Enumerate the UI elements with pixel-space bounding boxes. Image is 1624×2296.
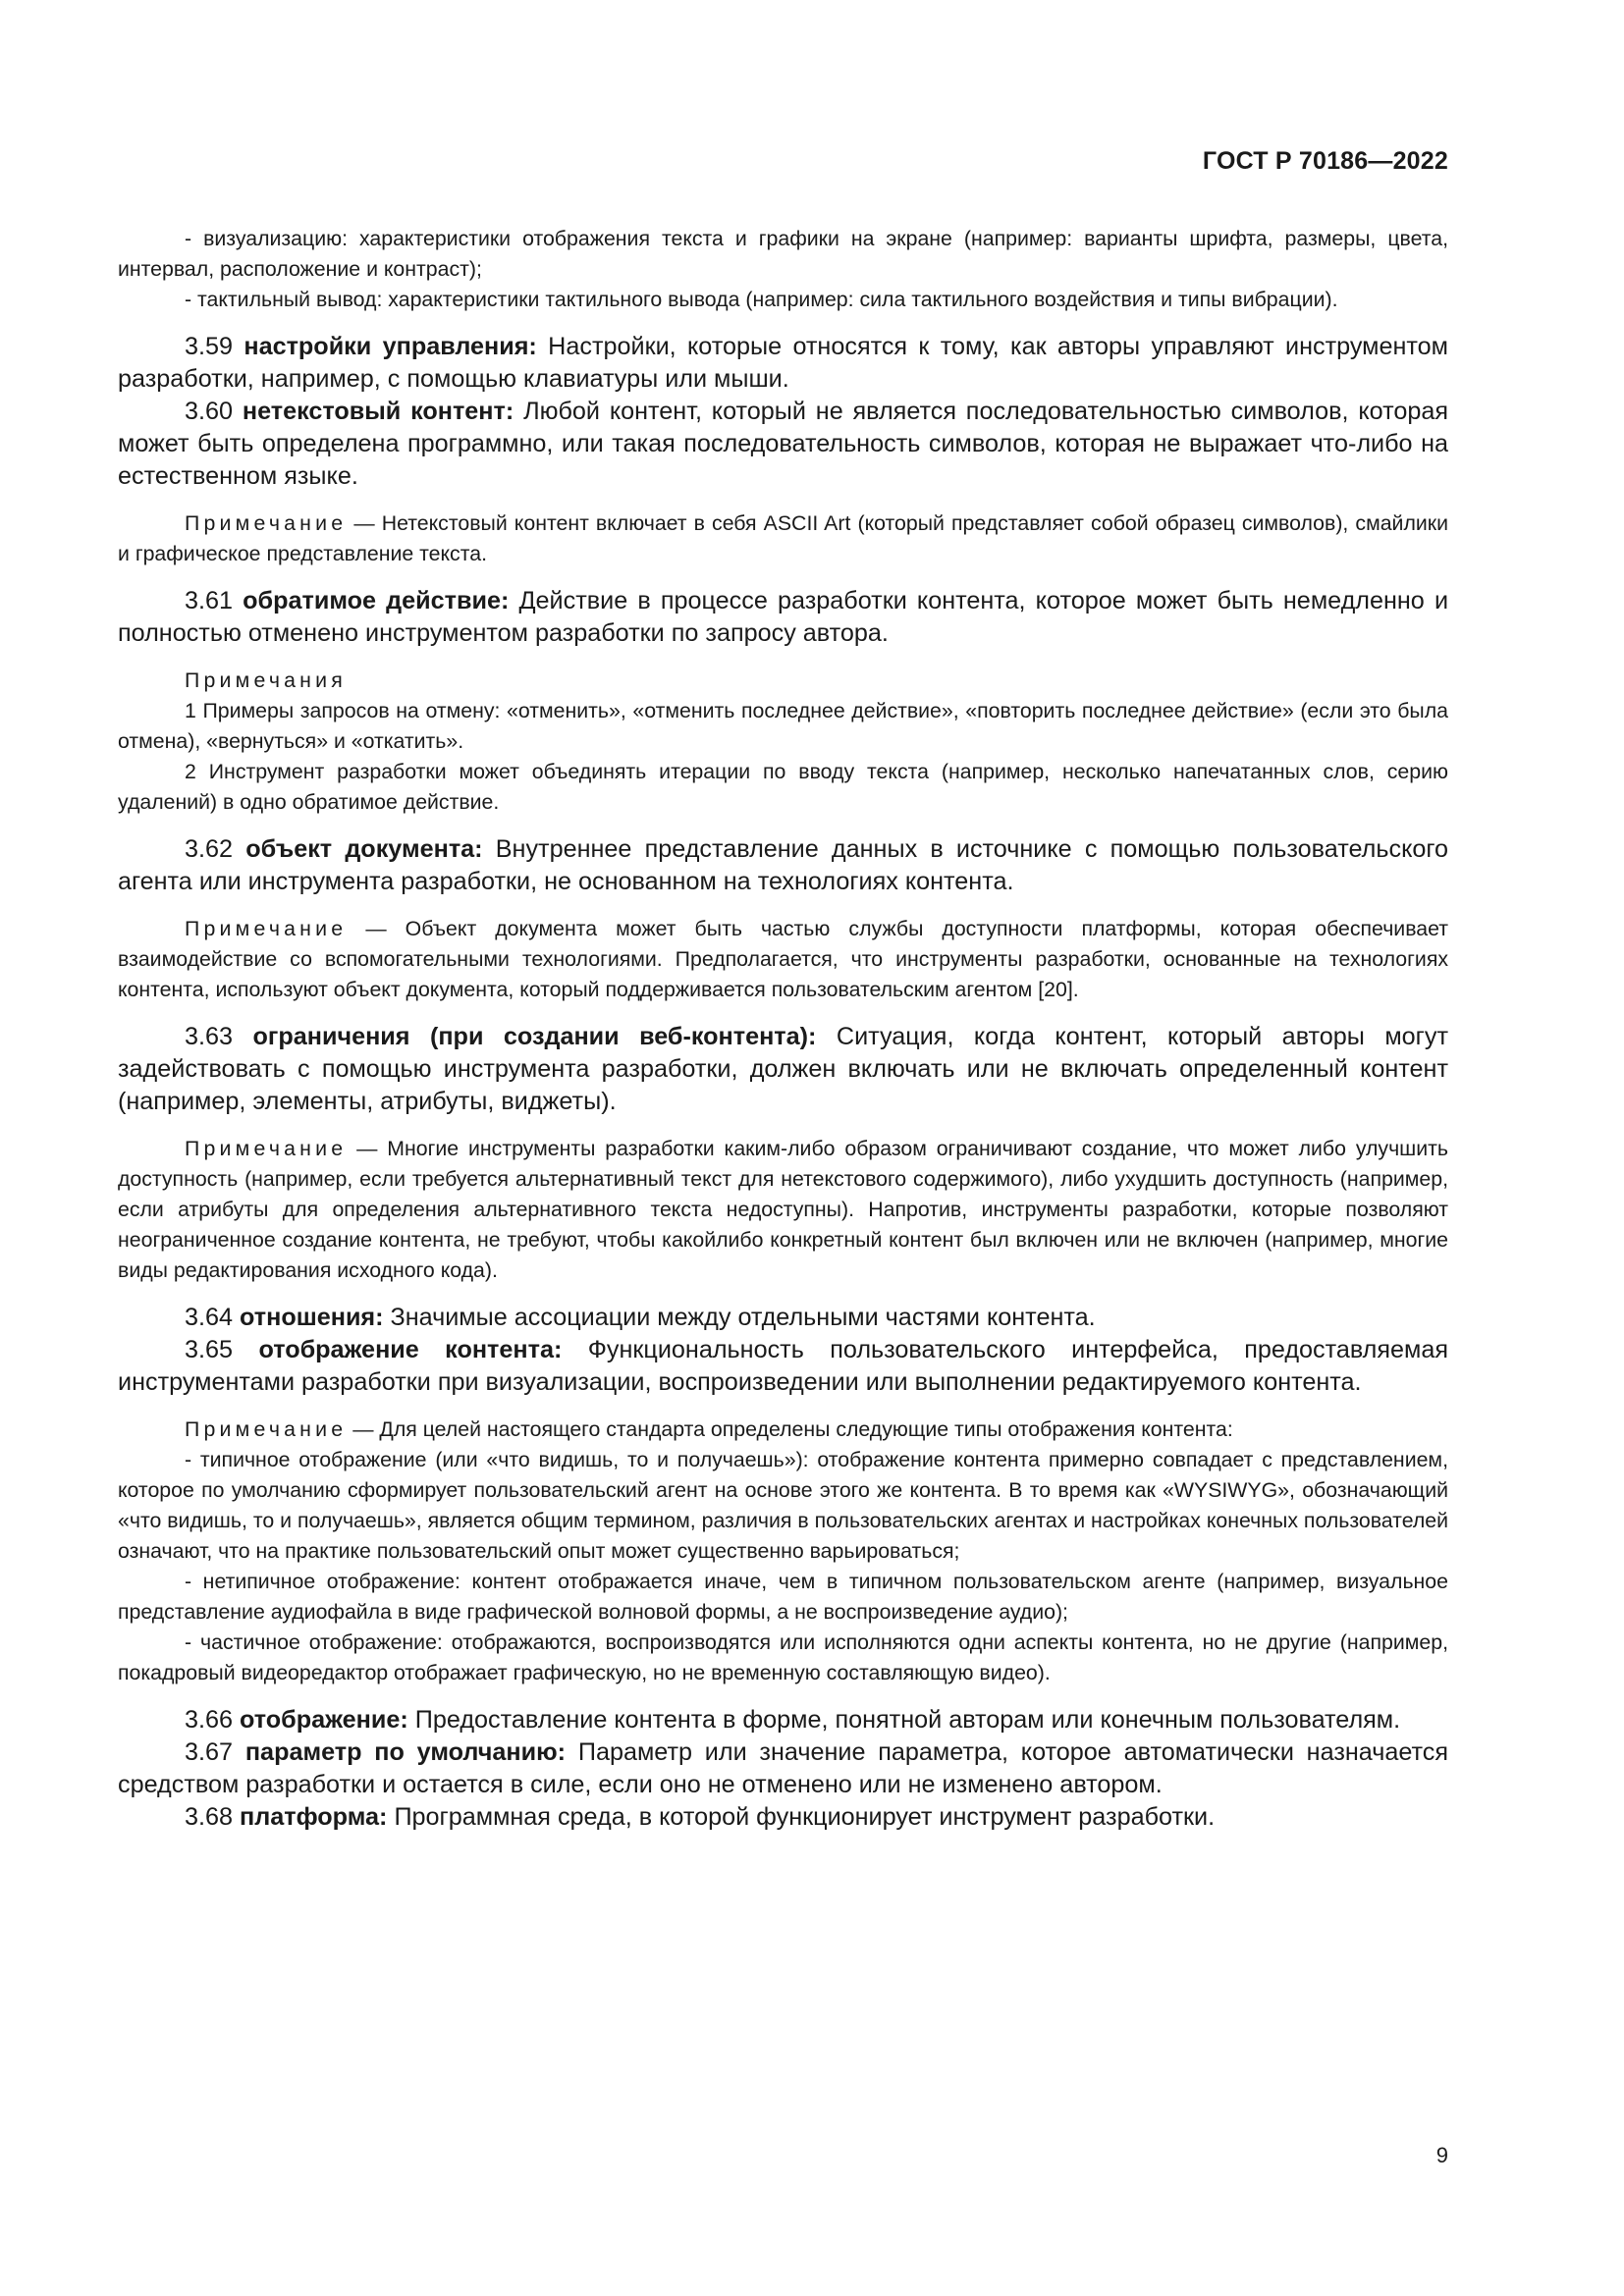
note-text: — Для целей настоящего стандарта определены следующие типы отображения контента: — [347, 1417, 1233, 1441]
definition-3-60 — [118, 396, 1448, 493]
definition-number: 3.68 — [185, 1803, 234, 1831]
definition-term: отображение контента: — [258, 1336, 563, 1363]
definition-number: 3.63 — [185, 1023, 234, 1050]
definition-3-64 — [118, 1302, 1448, 1334]
note-text: — Многие инструменты разработки каким-либо образом ограничивают создание, что может либо улучшить доступность (например, если требуется альтернативный текст для нетекстового содержимого), либо ухудшить доступность (например, если атрибуты для определения альтернативного текста недоступны). Напротив, инструменты разработки, которые позволяют неограниченное создание контента, не требуют, чтобы какойлибо конкретный контент был включен или не включен (например, многие виды редактирования исходного кода). — [118, 1137, 1448, 1282]
document-id: ГОСТ Р 70186—2022 — [1202, 147, 1448, 175]
note-item: 2 Инструмент разработки может объединять итерации по вводу текста (например, несколько напечатанных слов, серию удалений) в одно обратимое действие. — [118, 760, 1448, 814]
list-item: - визуализацию: характеристики отображения текста и графики на экране (например: варианты шрифта, размеры, цвета, интервал, расположение и контраст); — [118, 227, 1448, 281]
definition-number: 3.65 — [185, 1336, 234, 1363]
note-3-62 — [118, 914, 1448, 1005]
note-label: Примечание — [185, 917, 348, 940]
list-item: - тактильный вывод: характеристики тактильного вывода (например: сила тактильного воздействия и типы вибрации). — [185, 288, 1338, 311]
definition-number: 3.64 — [185, 1304, 234, 1331]
definition-3-65 — [118, 1334, 1448, 1399]
note-list-item: - частичное отображение: отображаются, воспроизводятся или исполняются одни аспекты контента, но не другие (например, покадровый видеоредактор отображает графическую, но не временную составляющую видео). — [118, 1630, 1448, 1684]
definition-number: 3.62 — [185, 835, 234, 863]
definition-3-66 — [118, 1704, 1448, 1736]
note-3-60 — [118, 508, 1448, 569]
definition-3-68 — [118, 1801, 1448, 1834]
note-list-item: - нетипичное отображение: контент отображается иначе, чем в типичном пользовательском агенте (например, визуальное представление аудиофайла в виде графической волновой формы, а не воспроизведение аудио); — [118, 1570, 1448, 1624]
definition-term: параметр по умолчанию: — [244, 1738, 567, 1766]
note-3-65 — [118, 1415, 1448, 1445]
note-text: — Объект документа может быть частью службы доступности платформы, которая обеспечивает взаимодействие со вспомогательными технологиями. Предполагается, что инструменты разработки, основанные на технологиях контента, используют объект документа, который поддерживается пользовательским агентом [20]. — [118, 917, 1448, 1001]
definition-term: ограничения (при создании веб-контента): — [252, 1023, 817, 1050]
note-label: Примечание — [185, 511, 348, 535]
page-content — [118, 224, 1448, 1834]
definition-3-63 — [118, 1021, 1448, 1118]
definition-number: 3.61 — [185, 587, 234, 614]
definition-number: 3.66 — [185, 1706, 234, 1734]
note-list-item: - типичное отображение (или «что видишь, то и получаешь»): отображение контента примерно совпадает с представлением, которое по умолчанию сформирует пользовательский агент на основе этого же контента. В то время как «WYSIWYG», обозначающий «что видишь, то и получаешь», является общим термином, различия в пользовательских агентах и настройках конечных пользователей означают, что на практике пользовательский опыт может существенно варьироваться; — [118, 1448, 1448, 1563]
definition-text: Программная среда, в которой функционирует инструмент разработки. — [394, 1803, 1216, 1831]
note-item: 1 Примеры запросов на отмену: «отменить», «отменить последнее действие», «повторить последнее действие» (если это была отмена), «вернуться» и «откатить». — [118, 699, 1448, 753]
definition-text: Параметр или значение параметра, которое автоматически назначается средством разработки и остается в силе, если оно не отменено или не изменено автором. — [118, 1738, 1449, 1798]
definition-term: настройки управления: — [244, 333, 537, 360]
definition-term: отображение: — [240, 1706, 408, 1734]
definition-text: Ситуация, когда контент, который авторы могут задействовать с помощью инструмента разработки, должен включать или не включать определенный контент (например, элементы, атрибуты, виджеты). — [118, 1023, 1448, 1115]
note-label: Примечание — [185, 1417, 348, 1441]
definition-3-62 — [118, 833, 1448, 898]
definition-text: Настройки, которые относятся к тому, как авторы управляют инструментом разработки, например, с помощью клавиатуры или мыши. — [118, 333, 1448, 393]
notes-3-61-heading — [118, 666, 1448, 696]
definition-number: 3.67 — [185, 1738, 234, 1766]
note-3-63 — [118, 1134, 1448, 1286]
definition-text: Значимые ассоциации между отдельными частями контента. — [390, 1304, 1096, 1331]
definition-term: обратимое действие: — [243, 587, 510, 614]
definition-number: 3.60 — [185, 398, 234, 425]
note-label: Примечания — [185, 668, 347, 692]
definition-term: платформа: — [240, 1803, 388, 1831]
note-text: — Нетекстовый контент включает в себя ASCII Art (который представляет собой образец символов), смайлики и графическое представление текста. — [118, 511, 1448, 565]
definition-text: Действие в процессе разработки контента, которое может быть немедленно и полностью отменено инструментом разработки по запросу автора. — [118, 587, 1449, 647]
page-number: 9 — [1435, 2143, 1448, 2167]
definition-term: отношения: — [240, 1304, 384, 1331]
definition-3-59 — [118, 331, 1448, 396]
note-label: Примечание — [185, 1137, 348, 1160]
document-page — [118, 0, 1448, 2296]
definition-3-67 — [118, 1736, 1448, 1801]
definition-text: Внутреннее представление данных в источнике с помощью пользовательского агента или инструмента разработки, не основанном на технологиях контента. — [118, 835, 1449, 895]
definition-term: нетекстовый контент: — [242, 398, 514, 425]
definition-term: объект документа: — [245, 835, 483, 863]
definition-text: Любой контент, который не является последовательностью символов, которая может быть определена программно, или такая последовательность символов, которая не выражает что-либо на естественном языке. — [118, 398, 1448, 490]
definition-text: Функциональность пользовательского интерфейса, предоставляемая инструментами разработки при визуализации, воспроизведении или выполнении редактируемого контента. — [118, 1336, 1448, 1396]
definition-3-61 — [118, 585, 1448, 650]
definition-number: 3.59 — [185, 333, 234, 360]
definition-text: Предоставление контента в форме, понятной авторам или конечным пользователям. — [414, 1706, 1401, 1734]
